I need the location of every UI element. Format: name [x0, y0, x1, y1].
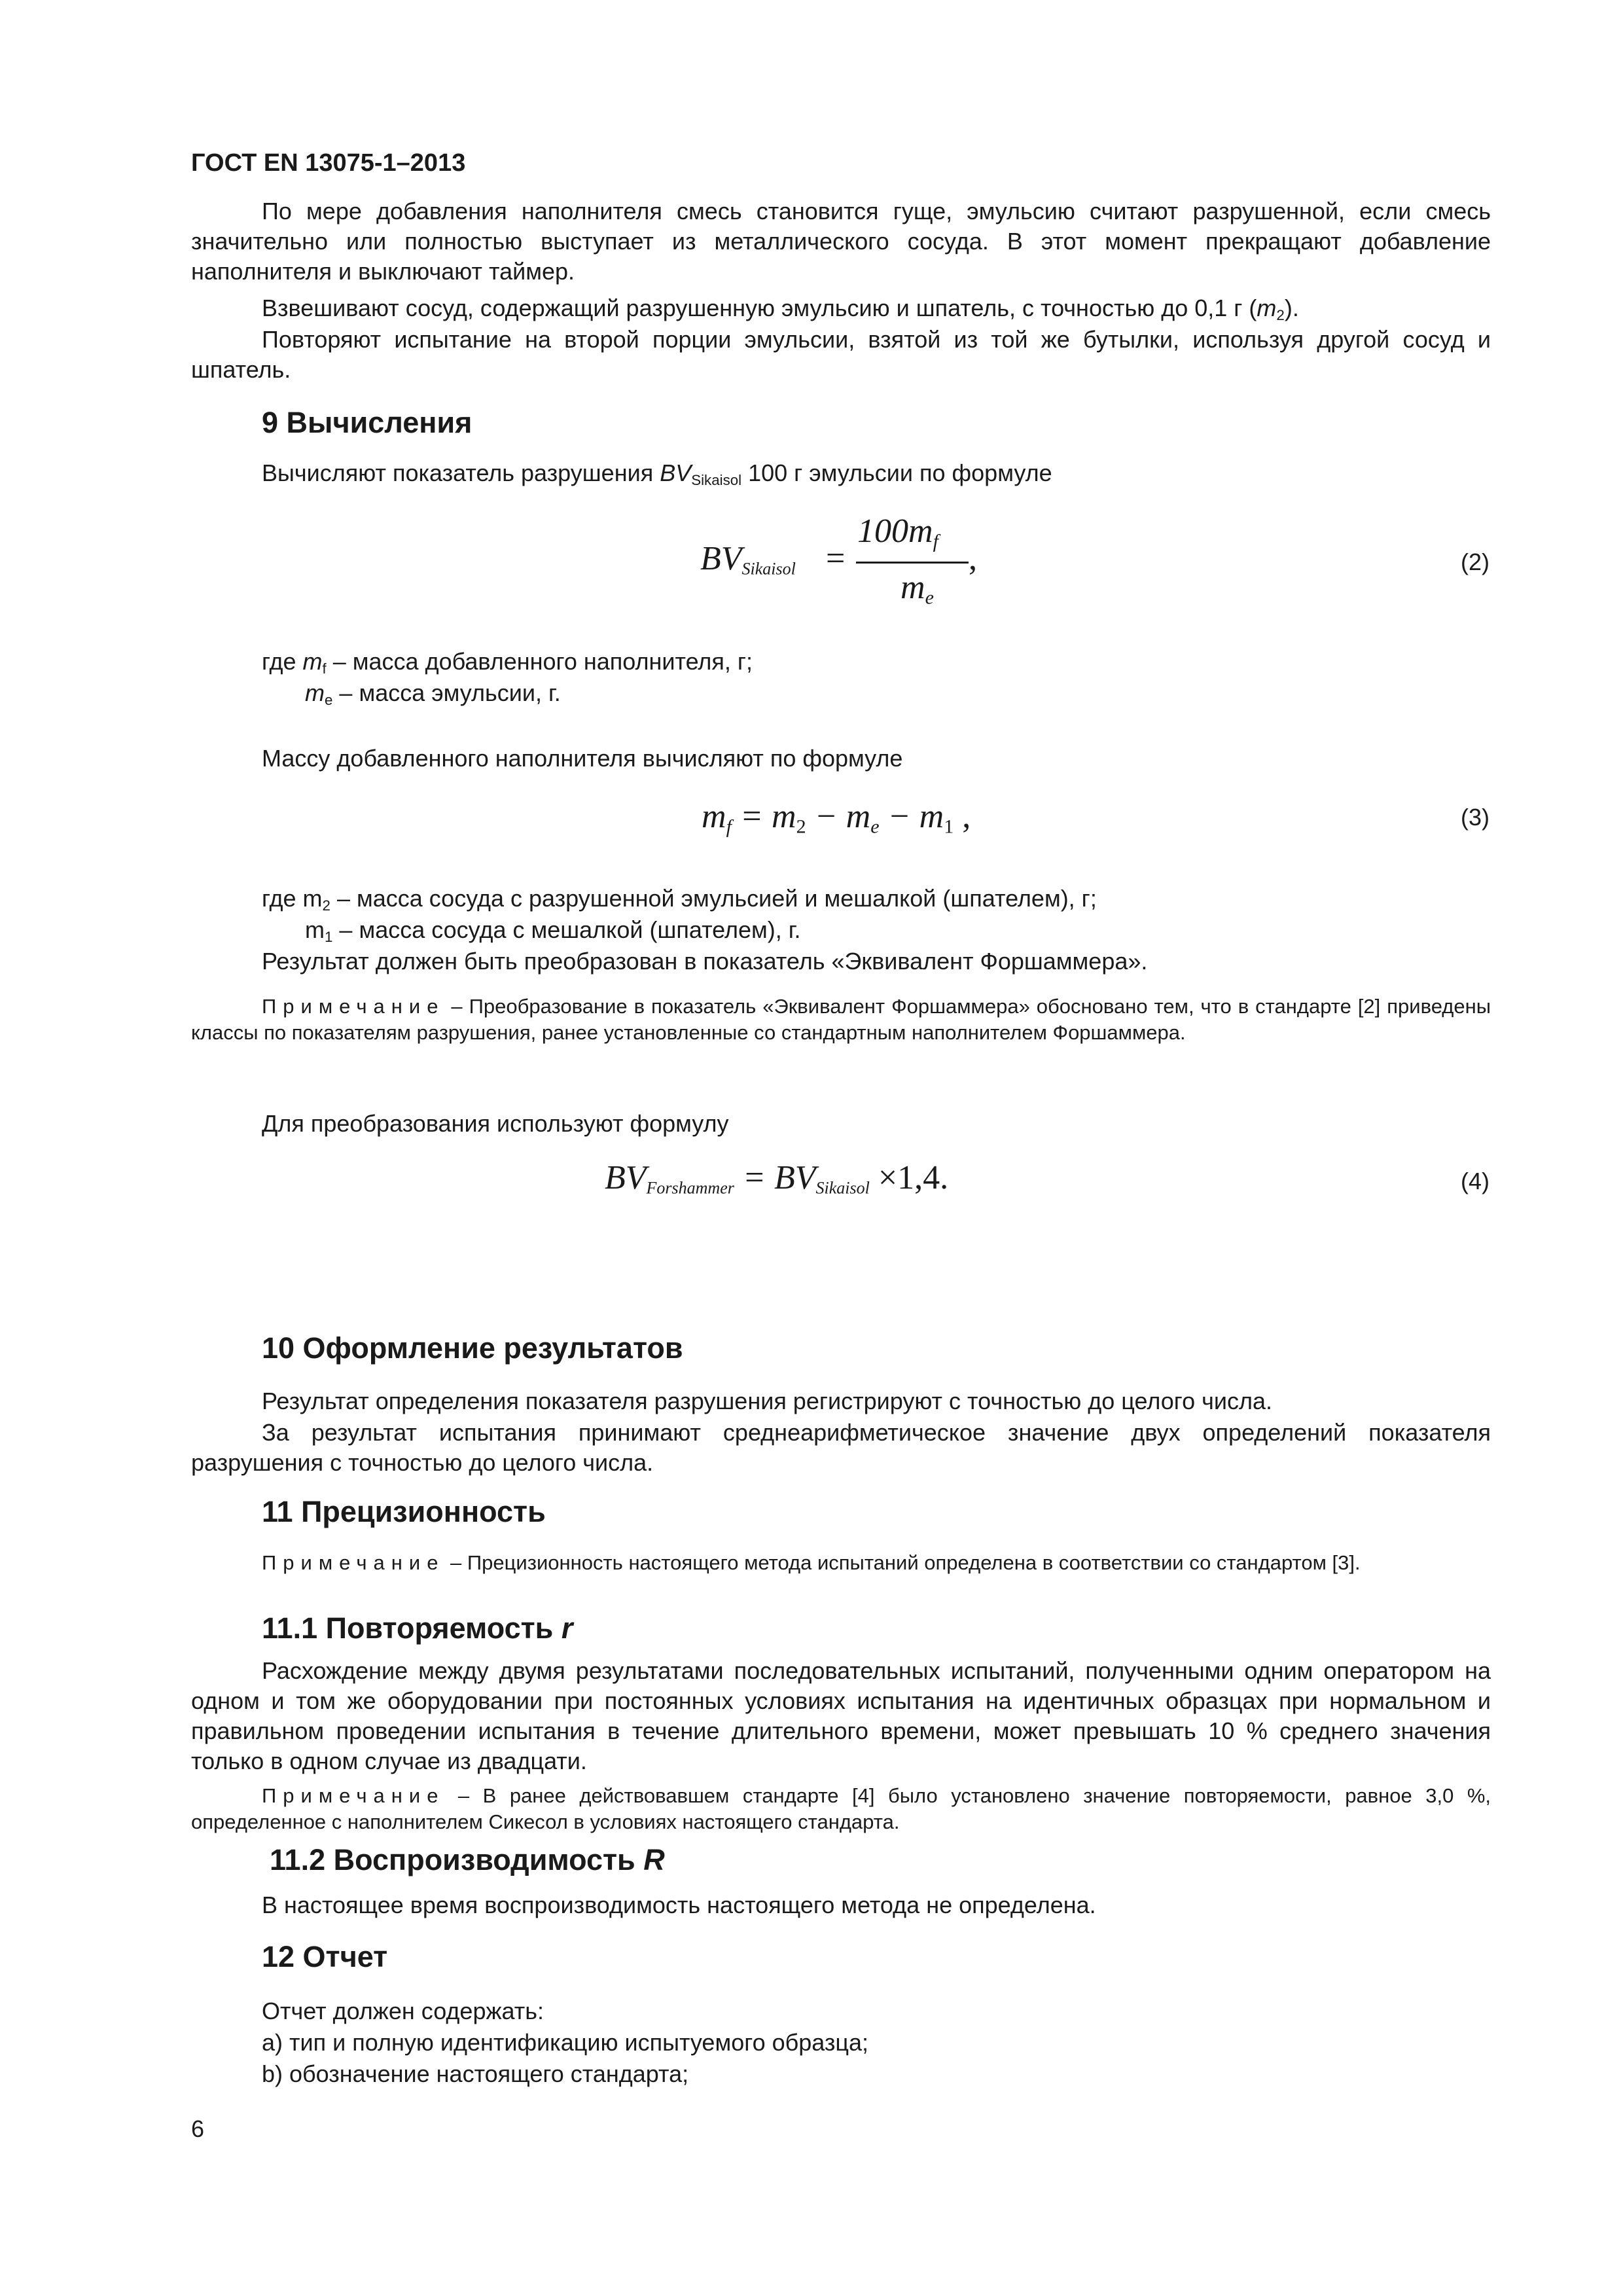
intro-p2-end: ). — [1284, 295, 1299, 321]
section-11-heading: 11 Прецизионность — [262, 1495, 546, 1528]
formula-2-equals: = — [826, 540, 846, 577]
section-12-heading: 12 Отчет — [262, 1940, 388, 1973]
section-12-item-b: b) обозначение настоящего стандарта; — [262, 2060, 689, 2087]
where-me: $m_e$ – масса эмульсии, г. — [305, 679, 561, 709]
formula-2-number: (2) — [1461, 548, 1489, 575]
page-number: 6 — [191, 2115, 205, 2142]
section-9-lead-var: BV — [660, 459, 692, 486]
intro-p2-var: m — [1257, 295, 1277, 321]
section-9-lead-2: Массу добавленного наполнителя вычисляют по формуле — [262, 745, 903, 772]
section-11-1-text: Расхождение между двумя результатами последовательных испытаний, полученными одним оператором на одном и том же оборудовании при постоянных условиях испытания на идентичных образцах при нормальном и правильном проведении испытания в течение длительного времени, может превышать 10 % среднего значения только в одном случае из двадцати. — [191, 1657, 1491, 1774]
formula-3: $m_f = m_2 - m_e - m_1$ , — [702, 798, 971, 838]
intro-p2-sub: 2 — [1276, 307, 1285, 324]
document-header: ГОСТ EN 13075-1–2013 — [191, 149, 466, 177]
section-11-1-heading: 11.1 Повторяемость r — [262, 1611, 573, 1645]
section-12-lead: Отчет должен содержать: — [262, 1998, 544, 2024]
formula-2-fraction-bar — [856, 562, 969, 564]
formula-4-number: (4) — [1461, 1168, 1489, 1194]
section-11-1-note: Примечание – В ранее действовавшем стандарте [4] было установлено значение повторяемости, равное 3,0 %, определенное с наполнителем Сикесол в условиях настоящего стандарта. — [191, 1784, 1491, 1833]
note-text: – Преобразование в показатель «Эквивалент Форшаммера» обосновано тем, что в стандарте [2] приведены классы по показателям разрушения, ранее установленные со стандартным наполнителем Форшаммера. — [191, 995, 1491, 1044]
formula-2 — [700, 512, 977, 615]
formula-2-numerator: $100m_f$ — [857, 512, 938, 552]
intro-p2-text: Взвешивают сосуд, содержащий разрушенную эмульсию и шпатель, с точностью до 0,1 г ( — [262, 295, 1257, 321]
formula-2-comma: , — [969, 540, 977, 577]
section-9-lead — [262, 458, 1052, 495]
section-10-heading: 10 Оформление результатов — [262, 1331, 683, 1365]
intro-paragraph-3: Повторяют испытание на второй порции эмульсии, взятой из той же бутылки, используя другой сосуд и шпатель. — [191, 326, 1491, 383]
section-11-2-heading: 11.2 Воспроизводимость R — [270, 1843, 665, 1876]
section-9-lead-end: 100 г эмульсии по формуле — [741, 459, 1052, 486]
formula-3-number: (3) — [1461, 804, 1489, 831]
formula-2-denominator: $m_e$ — [901, 569, 934, 609]
formula-2-lhs: $BV_{Sikaisol}$ — [700, 540, 796, 579]
formula-4: $BV_{Forshammer} = BV_{Sikaisol} \times 1,4$. — [605, 1159, 949, 1198]
section-9-result: Результат должен быть преобразован в показатель «Эквивалент Форшаммера». — [262, 948, 1148, 975]
section-10-paragraph-1: Результат определения показателя разрушения регистрируют с точностью до целого числа. — [262, 1388, 1273, 1414]
section-9-lead-3: Для преобразования используют формулу — [262, 1110, 729, 1137]
section-11-note: Примечание – Прецизионность настоящего метода испытаний определена в соответствии со стандартом [3]. — [262, 1551, 1361, 1574]
section-9-heading: 9 Вычисления — [262, 406, 473, 439]
where-m1: $m_1$ – масса сосуда с мешалкой (шпателем), г. — [305, 916, 801, 946]
section-9-note — [191, 994, 1491, 1046]
where-m2: где $m_2$ – масса сосуда с разрушенной эмульсией и мешалкой (шпателем), г; — [262, 885, 1097, 914]
where-mf: где $m_f$ – масса добавленного наполнителя, г; — [262, 648, 753, 677]
section-10-paragraph-2: За результат испытания принимают среднеарифметическое значение двух определений показателя разрушения с точностью до целого числа. — [191, 1419, 1491, 1476]
section-11-2-text: В настоящее время воспроизводимость настоящего метода не определена. — [262, 1892, 1096, 1918]
section-9-lead-text: Вычисляют показатель разрушения — [262, 459, 660, 486]
note-label: Примечание — [262, 995, 445, 1018]
section-9-lead-sub: Sikaisol — [691, 472, 742, 489]
intro-paragraph-1: По мере добавления наполнителя смесь становится гуще, эмульсию считают разрушенной, если смесь значительно или полностью выступает из металлического сосуда. В этот момент прекращают добавление наполнителя и выключают таймер. — [191, 198, 1491, 285]
section-12-item-a: a) тип и полную идентификацию испытуемого образца; — [262, 2029, 869, 2056]
